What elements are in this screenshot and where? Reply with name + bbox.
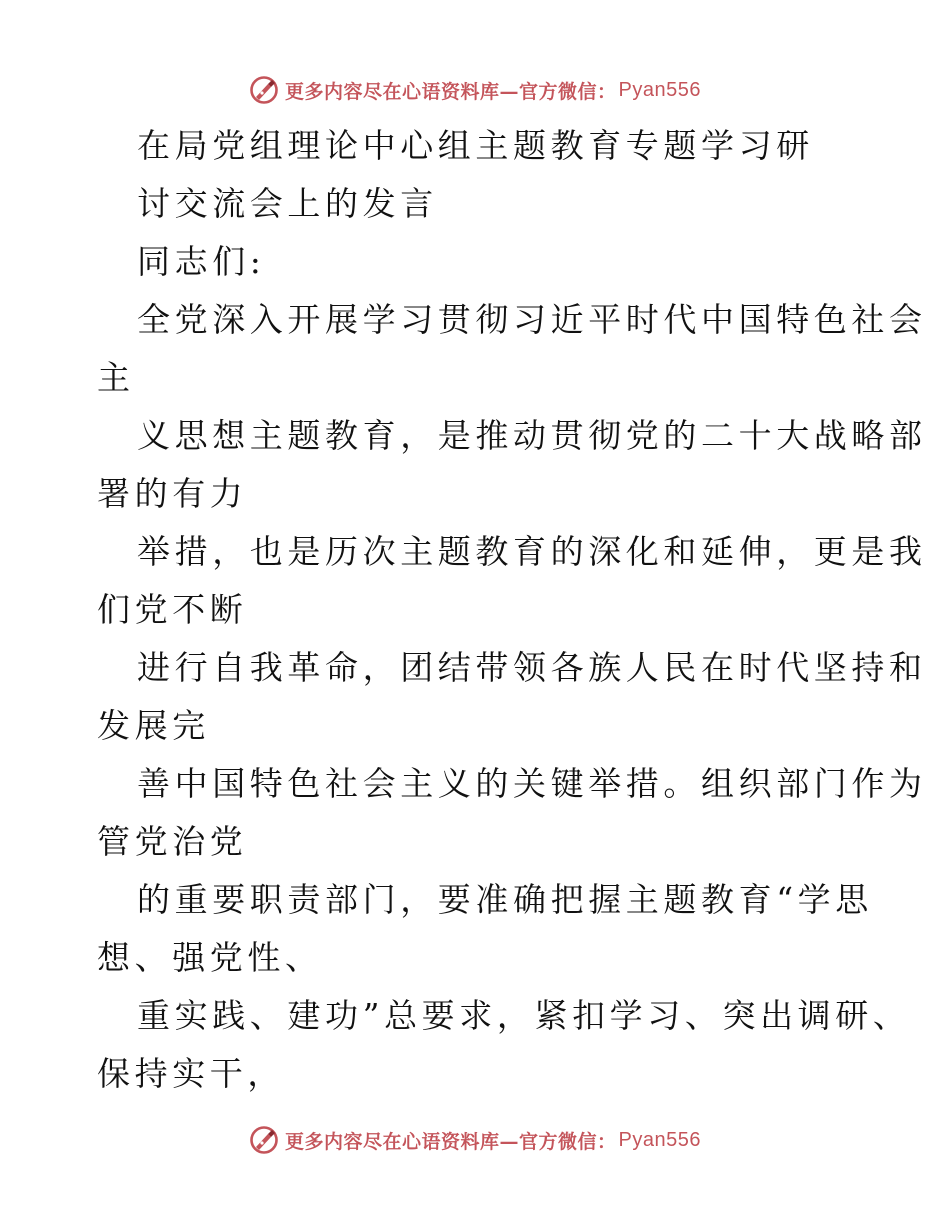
body-line: 举措，也是历次主题教育的深化和延伸，更是我 [137,532,927,571]
header-wechat-id: Pyan556 [618,78,701,101]
body-line: 重实践、建功”总要求，紧扣学习、突出调研、 [137,996,911,1035]
pen-logo-icon [249,1125,279,1155]
header-watermark-text: 更多内容尽在心语资料库—官方微信： [285,80,617,103]
document-title-line-1: 在局党组理论中心组主题教育专题学习研 [137,126,814,165]
body-line: 的重要职责部门，要准确把握主题教育“学思 [137,880,873,919]
footer-wechat-id: Pyan556 [618,1128,701,1151]
body-line: 全党深入开展学习贯彻习近平时代中国特色社会 [137,300,927,339]
footer-watermark-text: 更多内容尽在心语资料库—官方微信： [285,1130,617,1153]
body-line: 想、强党性、 [97,938,323,977]
body-line: 保持实干， [97,1054,285,1093]
body-line: 们党不断 [97,590,248,629]
body-line: 署的有力 [97,474,248,513]
body-line: 义思想主题教育，是推动贯彻党的二十大战略部 [137,416,927,455]
body-line: 发展完 [97,706,210,745]
pen-logo-icon [249,75,279,105]
body-line: 主 [97,358,135,397]
body-line: 进行自我革命，团结带领各族人民在时代坚持和 [137,648,927,687]
footer-watermark-banner [0,1120,950,1160]
document-title-line-2: 讨交流会上的发言 [137,184,438,223]
body-line: 管党治党 [97,822,248,861]
salutation: 同志们: [137,242,266,281]
body-line: 善中国特色社会主义的关键举措。组织部门作为 [137,764,927,803]
header-watermark-banner [0,70,950,110]
